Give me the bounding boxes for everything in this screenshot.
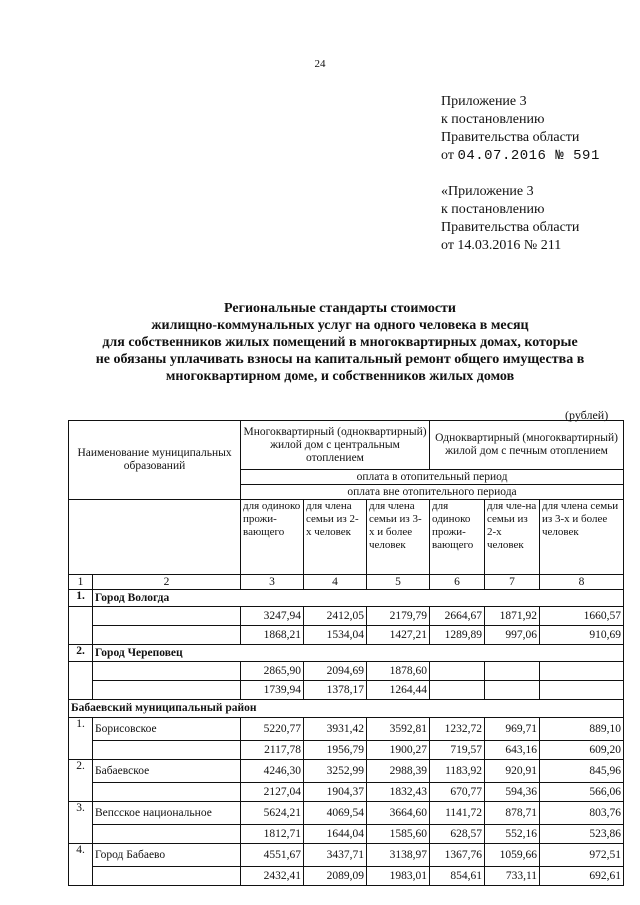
non-heating-value: 523,86	[540, 825, 624, 844]
table-row	[69, 681, 624, 700]
heating-value: 972,51	[540, 844, 624, 867]
non-heating-value: 1534,04	[304, 626, 367, 645]
row-number: 1.	[69, 718, 93, 760]
blank-cell	[69, 662, 93, 700]
blank-cell	[93, 741, 241, 760]
table-row	[69, 760, 624, 783]
annex-line: от 14.03.2016 № 211	[441, 238, 562, 253]
non-heating-value: 594,36	[485, 783, 540, 802]
municipality-name: Город Вологда	[93, 590, 624, 607]
heating-value: 1183,92	[430, 760, 485, 783]
annex-date-prefix: от	[441, 148, 454, 163]
heating-value: 3252,99	[304, 760, 367, 783]
municipality-name: Вепсское национальное	[93, 802, 241, 825]
non-heating-value: 1900,27	[367, 741, 430, 760]
column-number: 8	[540, 575, 624, 590]
non-heating-value: 1812,71	[241, 825, 304, 844]
non-heating-value: 1378,17	[304, 681, 367, 700]
table-row	[69, 783, 624, 802]
header-central-heating: Многоквартирный (одноквартирный) жилой дом с центральным отоплением	[241, 421, 430, 470]
non-heating-value: 1644,04	[304, 825, 367, 844]
title-line: многоквартирном доме, и собственников жилых домов	[165, 369, 515, 384]
table-row	[69, 662, 624, 681]
heating-value: 878,71	[485, 802, 540, 825]
annex-date-line	[441, 147, 600, 165]
non-heating-value: 670,77	[430, 783, 485, 802]
non-heating-value: 692,61	[540, 867, 624, 886]
heating-value: 3138,97	[367, 844, 430, 867]
annex-header	[441, 93, 600, 165]
blank-cell	[93, 681, 241, 700]
table-row	[69, 645, 624, 662]
heating-value: 2094,69	[304, 662, 367, 681]
blank-cell	[93, 626, 241, 645]
row-number: 2.	[69, 645, 93, 662]
title-line: жилищно-коммунальных услуг на одного человека в месяц	[151, 318, 529, 333]
header-single: для одиноко прожи-вающего	[241, 500, 304, 575]
heating-value: 845,96	[540, 760, 624, 783]
heating-value: 969,71	[485, 718, 540, 741]
document-title	[50, 300, 630, 385]
page-number: 24	[314, 58, 326, 70]
header-family-2: для чле-на семьи из 2-х человек	[485, 500, 540, 575]
blank-cell	[93, 662, 241, 681]
heating-value: 3247,94	[241, 607, 304, 626]
table-row	[69, 867, 624, 886]
heating-value: 889,10	[540, 718, 624, 741]
heating-value: 2412,05	[304, 607, 367, 626]
table-row	[69, 802, 624, 825]
non-heating-value: 719,57	[430, 741, 485, 760]
non-heating-value: 854,61	[430, 867, 485, 886]
annex-line: Приложение 3	[441, 94, 527, 109]
header-non-heating-period: оплата вне отопительного периода	[241, 485, 624, 500]
non-heating-value: 1983,01	[367, 867, 430, 886]
non-heating-value	[540, 681, 624, 700]
non-heating-value: 1585,60	[367, 825, 430, 844]
heating-value: 3437,71	[304, 844, 367, 867]
non-heating-value	[430, 681, 485, 700]
table-row	[69, 844, 624, 867]
heating-value: 3592,81	[367, 718, 430, 741]
title-line: не обязаны уплачивать взносы на капитальный ремонт общего имущества в	[95, 352, 585, 367]
heating-value: 2664,67	[430, 607, 485, 626]
non-heating-value	[485, 681, 540, 700]
blank-cell	[93, 607, 241, 626]
table-row	[69, 626, 624, 645]
non-heating-value: 2127,04	[241, 783, 304, 802]
heating-value: 1871,92	[485, 607, 540, 626]
non-heating-value: 1904,37	[304, 783, 367, 802]
heating-value: 1660,57	[540, 607, 624, 626]
heating-value: 3931,42	[304, 718, 367, 741]
heating-value: 2865,90	[241, 662, 304, 681]
municipality-name: Город Череповец	[93, 645, 624, 662]
column-number-row	[69, 575, 624, 590]
row-number: 2.	[69, 760, 93, 802]
non-heating-value: 1739,94	[241, 681, 304, 700]
header-family-3: для члена семьи из 3-х и более человек	[540, 500, 624, 575]
municipality-name: Город Бабаево	[93, 844, 241, 867]
column-number: 6	[430, 575, 485, 590]
heating-value: 1367,76	[430, 844, 485, 867]
district-heading: Бабаевский муниципальный район	[69, 700, 624, 718]
heating-value	[430, 662, 485, 681]
non-heating-value: 2432,41	[241, 867, 304, 886]
city-rows	[69, 590, 624, 700]
column-number: 5	[367, 575, 430, 590]
blank-cell	[69, 607, 93, 645]
non-heating-value: 1832,43	[367, 783, 430, 802]
row-number: 1.	[69, 590, 93, 607]
column-number: 4	[304, 575, 367, 590]
heating-value: 5624,21	[241, 802, 304, 825]
header-family-2: для члена семьи из 2-х человек	[304, 500, 367, 575]
table-row	[69, 590, 624, 607]
header-municipality: Наименование муниципальных образований	[69, 421, 241, 500]
row-number: 3.	[69, 802, 93, 844]
header-stove-heating: Одноквартирный (многоквартирный) жилой дом с печным отоплением	[430, 421, 624, 470]
heating-value: 4246,30	[241, 760, 304, 783]
annex-line: Правительства области	[441, 130, 580, 145]
non-heating-value: 1289,89	[430, 626, 485, 645]
non-heating-value: 997,06	[485, 626, 540, 645]
column-number: 7	[485, 575, 540, 590]
non-heating-value: 566,06	[540, 783, 624, 802]
title-line: Региональные стандарты стоимости	[224, 301, 456, 316]
table-row	[69, 607, 624, 626]
column-number: 2	[93, 575, 241, 590]
heating-value: 920,91	[485, 760, 540, 783]
header-spacer	[69, 500, 241, 575]
heating-value: 2988,39	[367, 760, 430, 783]
district-rows	[69, 718, 624, 886]
heating-value	[485, 662, 540, 681]
table-header	[69, 421, 624, 590]
heating-value: 2179,79	[367, 607, 430, 626]
blank-cell	[93, 825, 241, 844]
previous-annex-header	[441, 183, 579, 255]
blank-cell	[93, 867, 241, 886]
non-heating-value: 1264,44	[367, 681, 430, 700]
unit-label: (рублей)	[565, 408, 609, 422]
heating-value: 3664,60	[367, 802, 430, 825]
municipality-name: Борисовское	[93, 718, 241, 741]
standards-table	[68, 420, 624, 886]
annex-line: к постановлению	[441, 112, 545, 127]
non-heating-value: 910,69	[540, 626, 624, 645]
annex-date-stamp: 04.07.2016 № 591	[457, 148, 600, 164]
municipality-name: Бабаевское	[93, 760, 241, 783]
heating-value: 1059,66	[485, 844, 540, 867]
non-heating-value: 552,16	[485, 825, 540, 844]
table-row	[69, 825, 624, 844]
non-heating-value: 2089,09	[304, 867, 367, 886]
table-row	[69, 741, 624, 760]
heating-value: 1232,72	[430, 718, 485, 741]
heating-value	[540, 662, 624, 681]
column-number: 1	[69, 575, 93, 590]
header-heating-period: оплата в отопительный период	[241, 470, 624, 485]
header-single: для одиноко прожи-вающего	[430, 500, 485, 575]
heating-value: 4069,54	[304, 802, 367, 825]
heating-value: 1141,72	[430, 802, 485, 825]
non-heating-value: 733,11	[485, 867, 540, 886]
header-family-3: для члена семьи из 3-х и более человек	[367, 500, 430, 575]
non-heating-value: 643,16	[485, 741, 540, 760]
row-number: 4.	[69, 844, 93, 886]
table-row	[69, 718, 624, 741]
district-section	[69, 700, 624, 718]
title-line: для собственников жилых помещений в многоквартирных домах, которые	[102, 335, 578, 350]
annex-line: к постановлению	[441, 202, 545, 217]
non-heating-value: 1956,79	[304, 741, 367, 760]
non-heating-value: 609,20	[540, 741, 624, 760]
non-heating-value: 1868,21	[241, 626, 304, 645]
heating-value: 4551,67	[241, 844, 304, 867]
annex-line: Правительства области	[441, 220, 580, 235]
non-heating-value: 2117,78	[241, 741, 304, 760]
heating-value: 803,76	[540, 802, 624, 825]
heating-value: 5220,77	[241, 718, 304, 741]
non-heating-value: 1427,21	[367, 626, 430, 645]
annex-line: «Приложение 3	[441, 184, 534, 199]
blank-cell	[93, 783, 241, 802]
heating-value: 1878,60	[367, 662, 430, 681]
non-heating-value: 628,57	[430, 825, 485, 844]
column-number: 3	[241, 575, 304, 590]
